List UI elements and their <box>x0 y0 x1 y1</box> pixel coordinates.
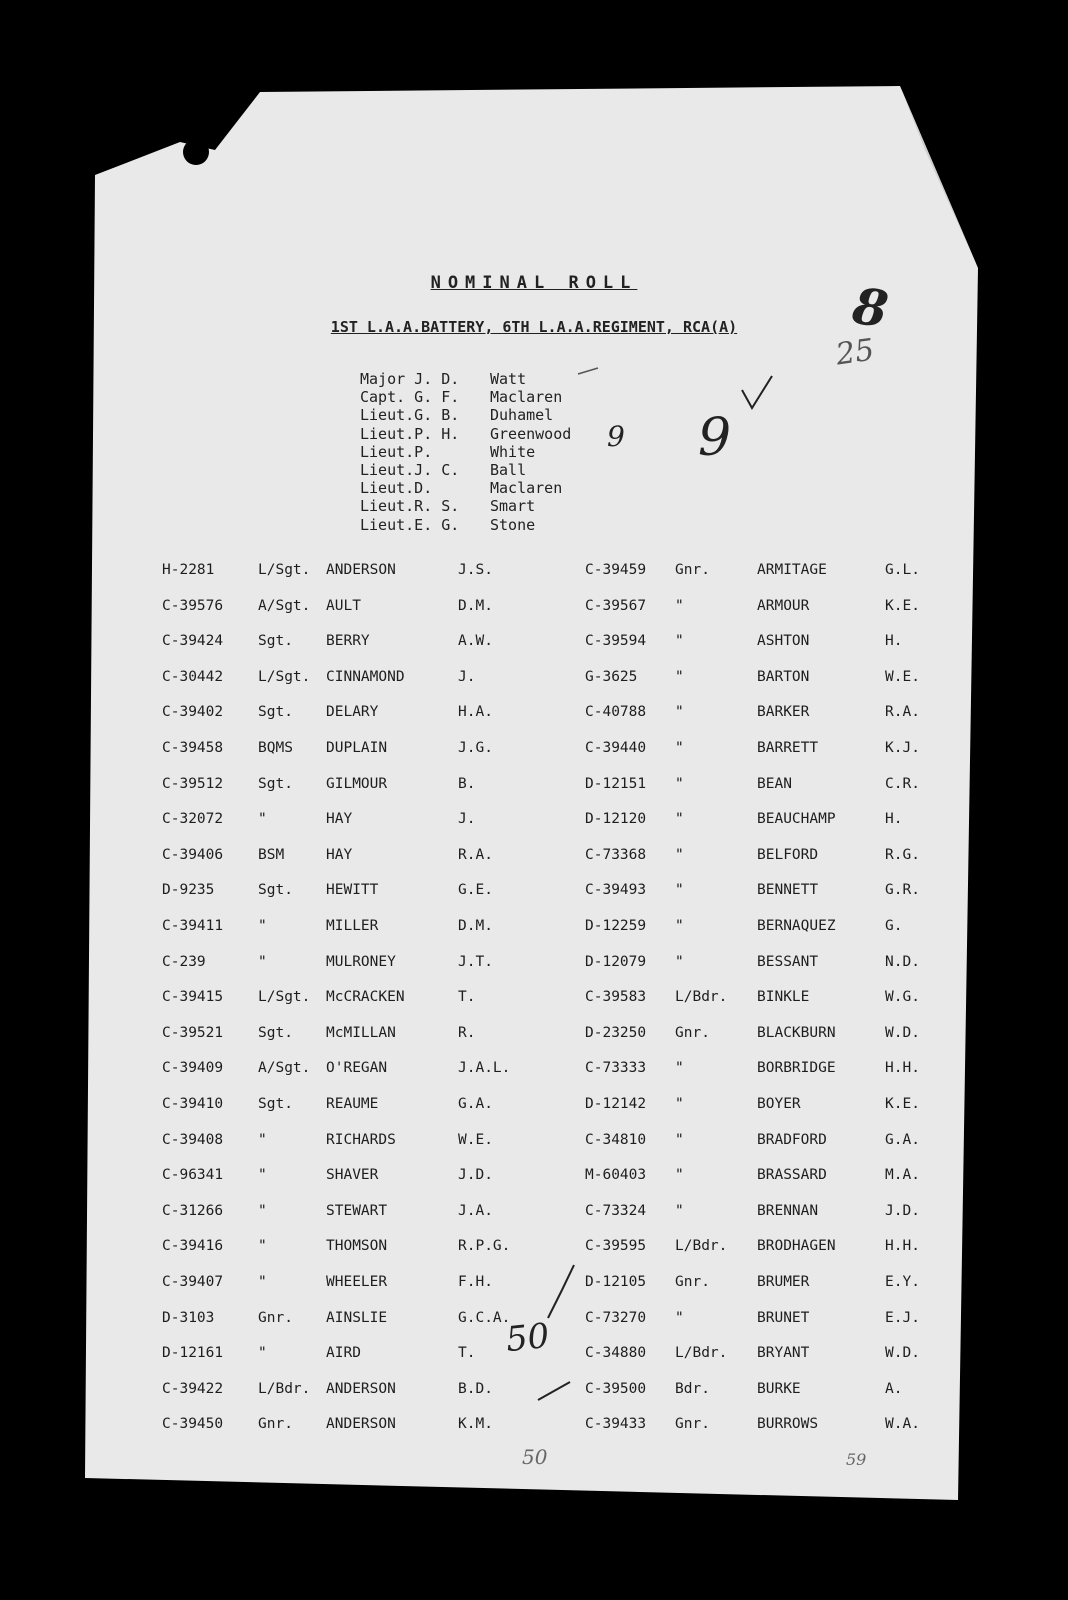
officer-name: Ball <box>490 461 527 479</box>
roll-initials: D.M. <box>458 597 493 614</box>
roll-rank: " <box>258 1238 267 1255</box>
roll-rank: " <box>258 1274 267 1290</box>
roll-initials: F.H. <box>458 1274 493 1290</box>
roll-initials: J. <box>458 811 476 828</box>
roll-rank: Sgt. <box>258 633 293 650</box>
roll-num: C-39512 <box>162 775 224 792</box>
roll-surname: AINSLIE <box>326 1309 388 1326</box>
roll-surname: HEWITT <box>326 882 379 899</box>
roll-initials: W.D. <box>885 1345 920 1362</box>
roll-num: C-31266 <box>162 1202 224 1219</box>
roll-rank: " <box>675 597 684 614</box>
roll-rank: L/Bdr. <box>675 1238 728 1255</box>
roll-rank: " <box>675 740 684 756</box>
roll-rank: A/Sgt. <box>258 597 311 614</box>
roll-surname: DUPLAIN <box>326 740 388 756</box>
officer-rank: Lieut.G. B. <box>360 406 460 425</box>
roll-rank: Sgt. <box>258 1096 293 1112</box>
officer-rank: Lieut.R. S. <box>360 497 460 516</box>
roll-initials: W.E. <box>885 668 920 685</box>
roll-rank: " <box>675 1309 684 1326</box>
roll-rank: " <box>675 1202 684 1219</box>
roll-surname: BURROWS <box>757 1416 819 1433</box>
roll-rank: " <box>675 633 684 650</box>
roll-surname: BARRETT <box>757 740 819 756</box>
roll-initials: J.T. <box>458 953 493 970</box>
roll-num: D-23250 <box>585 1024 647 1041</box>
roll-initials: J.S. <box>458 562 493 578</box>
roll-surname: RICHARDS <box>326 1131 396 1148</box>
roll-num: D-3103 <box>162 1309 215 1326</box>
roll-surname: HAY <box>326 811 353 828</box>
page-title: NOMINAL ROLL <box>430 273 638 293</box>
roll-rank: Sgt. <box>258 775 293 792</box>
roll-surname: BEAUCHAMP <box>757 811 836 828</box>
roll-num: C-39415 <box>162 989 224 1006</box>
roll-initials: G.A. <box>885 1131 920 1148</box>
roll-initials: J. <box>458 668 476 685</box>
roll-num: C-39408 <box>162 1131 224 1148</box>
roll-surname: GILMOUR <box>326 775 388 792</box>
officer-name: White <box>490 442 536 461</box>
roll-initials: C.R. <box>885 775 920 792</box>
officer-rank: Lieut.P. <box>360 442 433 461</box>
roll-num: G-3625 <box>585 668 638 685</box>
roll-initials: J.D. <box>885 1202 920 1219</box>
roll-num: C-39521 <box>162 1024 224 1041</box>
roll-rank: " <box>675 811 684 828</box>
roll-rank: L/Bdr. <box>258 1380 311 1397</box>
roll-num: D-12259 <box>585 918 647 934</box>
roll-initials: G.C.A. <box>458 1309 511 1326</box>
roll-num: C-96341 <box>162 1167 224 1184</box>
roll-rank: " <box>675 846 684 863</box>
page-subtitle: 1ST L.A.A.BATTERY, 6TH L.A.A.REGIMENT, RCA(A) <box>330 318 738 336</box>
roll-surname: BESSANT <box>757 953 819 970</box>
roll-surname: ASHTON <box>757 633 810 650</box>
roll-initials: G.R. <box>885 882 920 899</box>
roll-initials: R.A. <box>885 704 920 721</box>
handwritten-mid-count: 50 <box>504 1315 552 1361</box>
roll-rank: Gnr. <box>675 1024 710 1041</box>
roll-rank: BSM <box>258 846 285 863</box>
roll-initials: J.D. <box>458 1167 493 1184</box>
roll-num: D-9235 <box>162 882 215 899</box>
roll-initials: G.E. <box>458 882 493 899</box>
roll-surname: BRUMER <box>757 1274 810 1290</box>
handwritten-officer-count-small: 9 <box>607 420 625 453</box>
roll-surname: SHAVER <box>326 1167 379 1184</box>
roll-surname: ANDERSON <box>326 1416 396 1433</box>
roll-initials: K.E. <box>885 597 920 614</box>
roll-surname: BELFORD <box>757 846 819 863</box>
roll-num: C-39594 <box>585 633 647 650</box>
roll-surname: THOMSON <box>326 1238 388 1255</box>
roll-num: C-39410 <box>162 1096 224 1112</box>
handwritten-bottom-left: 50 <box>522 1445 548 1469</box>
roll-surname: O'REGAN <box>326 1060 388 1077</box>
roll-surname: BENNETT <box>757 882 819 899</box>
roll-initials: K.E. <box>885 1096 920 1112</box>
roll-surname: BLACKBURN <box>757 1024 836 1041</box>
roll-surname: WHEELER <box>326 1274 388 1290</box>
handwritten-officer-count: 9 <box>698 408 732 468</box>
roll-rank: L/Bdr. <box>675 989 728 1006</box>
roll-num: C-73333 <box>585 1060 647 1077</box>
roll-num: C-39459 <box>585 562 647 578</box>
roll-surname: BRENNAN <box>757 1202 819 1219</box>
roll-num: C-39402 <box>162 704 224 721</box>
roll-surname: ANDERSON <box>326 1380 396 1397</box>
roll-num: C-39440 <box>585 740 647 756</box>
roll-surname: BURKE <box>757 1380 801 1397</box>
roll-surname: MILLER <box>326 918 379 934</box>
roll-surname: STEWART <box>326 1202 388 1219</box>
slash-mark <box>538 1382 570 1400</box>
roll-initials: G.L. <box>885 562 920 578</box>
roll-rank: " <box>675 1167 684 1184</box>
roll-initials: J.G. <box>458 740 493 756</box>
roll-surname: CINNAMOND <box>326 668 405 685</box>
officer-name: Duhamel <box>490 406 554 425</box>
roll-initials: D.M. <box>458 918 493 934</box>
officer-rank: Lieut.J. C. <box>360 461 460 479</box>
roll-rank: " <box>675 775 684 792</box>
roll-num: C-39493 <box>585 882 647 899</box>
roll-initials: N.D. <box>885 953 920 970</box>
roll-surname: BOYER <box>757 1096 801 1112</box>
roll-surname: HAY <box>326 846 353 863</box>
roll-initials: R.G. <box>885 846 920 863</box>
check-mark-mid <box>548 1265 574 1318</box>
roll-initials: H.H. <box>885 1060 920 1077</box>
roll-initials: E.J. <box>885 1309 920 1326</box>
roll-surname: MULRONEY <box>326 953 396 970</box>
roll-rank: " <box>675 1096 684 1112</box>
roll-rank: Gnr. <box>675 1416 710 1433</box>
officer-name: Smart <box>490 497 536 516</box>
roll-num: D-12105 <box>585 1274 647 1290</box>
roll-initials: T. <box>458 1345 476 1362</box>
roll-rank: L/Sgt. <box>258 989 311 1006</box>
roll-initials: B. <box>458 775 476 792</box>
roll-num: C-39433 <box>585 1416 647 1433</box>
roll-initials: W.D. <box>885 1024 920 1041</box>
roll-num: H-2281 <box>162 562 215 578</box>
roll-surname: BERNAQUEZ <box>757 918 836 934</box>
roll-surname: BRODHAGEN <box>757 1238 836 1255</box>
roll-initials: M.A. <box>885 1167 920 1184</box>
roll-surname: ARMOUR <box>757 597 810 614</box>
roll-num: C-32072 <box>162 811 224 828</box>
roll-initials: H.A. <box>458 704 493 721</box>
roll-rank: " <box>675 882 684 899</box>
roll-initials: B.D. <box>458 1380 493 1397</box>
roll-surname: BERRY <box>326 633 370 650</box>
roll-rank: Gnr. <box>258 1416 293 1433</box>
roll-surname: BINKLE <box>757 989 810 1006</box>
roll-rank: Gnr. <box>258 1309 293 1326</box>
roll-initials: J.A. <box>458 1202 493 1219</box>
roll-num: C-239 <box>162 953 206 970</box>
roll-num: C-39583 <box>585 989 647 1006</box>
roll-initials: A.W. <box>458 633 493 650</box>
roll-num: C-39416 <box>162 1238 224 1255</box>
roll-initials: W.E. <box>458 1131 493 1148</box>
roll-rank: " <box>258 1167 267 1184</box>
roll-surname: ANDERSON <box>326 562 396 578</box>
roll-initials: E.Y. <box>885 1274 920 1290</box>
roll-surname: BORBRIDGE <box>757 1060 836 1077</box>
roll-rank: Sgt. <box>258 1024 293 1041</box>
officer-name: Maclaren <box>490 388 563 407</box>
roll-num: C-73324 <box>585 1202 647 1219</box>
officer-name: Greenwood <box>490 424 572 443</box>
roll-initials: W.G. <box>885 989 920 1006</box>
roll-rank: A/Sgt. <box>258 1060 311 1077</box>
roll-num: C-39450 <box>162 1416 224 1433</box>
roll-surname: BRYANT <box>757 1345 810 1362</box>
roll-surname: AULT <box>326 597 361 614</box>
roll-num: D-12142 <box>585 1096 647 1112</box>
roll-rank: Bdr. <box>675 1380 710 1397</box>
roll-rank: " <box>675 668 684 685</box>
officer-name: Watt <box>490 370 527 388</box>
roll-rank: " <box>258 953 267 970</box>
roll-rank: L/Sgt. <box>258 562 311 578</box>
roll-num: C-39567 <box>585 597 647 614</box>
roll-num: M-60403 <box>585 1167 647 1184</box>
roll-surname: AIRD <box>326 1345 361 1362</box>
officer-name: Stone <box>490 515 536 534</box>
officer-rank: Capt. G. F. <box>360 388 460 407</box>
roll-surname: BARTON <box>757 668 810 685</box>
officer-rank: Major J. D. <box>360 370 460 388</box>
roll-rank: " <box>675 918 684 934</box>
roll-rank: " <box>675 704 684 721</box>
roll-num: D-12120 <box>585 811 647 828</box>
roll-initials: H. <box>885 811 903 828</box>
roll-surname: McCRACKEN <box>326 989 405 1006</box>
roll-num: C-39407 <box>162 1274 224 1290</box>
roll-initials: T. <box>458 989 476 1006</box>
roll-initials: W.A. <box>885 1416 920 1433</box>
roll-num: C-39409 <box>162 1060 224 1077</box>
roll-num: C-39500 <box>585 1380 647 1397</box>
officer-name: Maclaren <box>490 479 563 498</box>
roll-num: C-30442 <box>162 668 224 685</box>
roll-initials: R.A. <box>458 846 493 863</box>
roll-rank: " <box>258 811 267 828</box>
roll-rank: Gnr. <box>675 1274 710 1290</box>
roll-num: C-39595 <box>585 1238 647 1255</box>
roll-surname: BRASSARD <box>757 1167 827 1184</box>
roll-num: C-34810 <box>585 1131 647 1148</box>
roll-num: C-39406 <box>162 846 224 863</box>
roll-num: C-39576 <box>162 597 224 614</box>
officer-rank: Lieut.E. G. <box>360 515 460 534</box>
roll-num: C-40788 <box>585 704 647 721</box>
roll-num: D-12151 <box>585 775 647 792</box>
roll-rank: " <box>258 1131 267 1148</box>
roll-rank: " <box>258 1202 267 1219</box>
roll-num: C-73270 <box>585 1309 647 1326</box>
roll-rank: Gnr. <box>675 562 710 578</box>
officer-rank: Lieut.D. <box>360 479 433 498</box>
roll-surname: McMILLAN <box>326 1024 396 1041</box>
roll-initials: K.J. <box>885 740 920 756</box>
roll-initials: J.A.L. <box>458 1060 511 1077</box>
handwritten-count-top: 25 <box>833 332 877 373</box>
tick-mark <box>578 368 598 374</box>
roll-surname: ARMITAGE <box>757 562 827 578</box>
roll-initials: H.H. <box>885 1238 920 1255</box>
roll-initials: A. <box>885 1380 903 1397</box>
roll-rank: " <box>258 918 267 934</box>
roll-num: C-39424 <box>162 633 224 650</box>
roll-surname: BRADFORD <box>757 1131 827 1148</box>
roll-num: D-12079 <box>585 953 647 970</box>
roll-surname: BARKER <box>757 704 810 721</box>
roll-initials: R.P.G. <box>458 1238 511 1255</box>
roll-num: C-73368 <box>585 846 647 863</box>
roll-surname: REAUME <box>326 1096 379 1112</box>
roll-rank: L/Sgt. <box>258 668 311 685</box>
roll-num: C-39411 <box>162 918 224 934</box>
roll-initials: R. <box>458 1024 476 1041</box>
roll-rank: " <box>258 1345 267 1362</box>
roll-rank: BQMS <box>258 740 293 756</box>
roll-num: C-34880 <box>585 1345 647 1362</box>
roll-num: D-12161 <box>162 1345 224 1362</box>
roll-rank: Sgt. <box>258 704 293 721</box>
roll-initials: G.A. <box>458 1096 493 1112</box>
handwritten-bottom-right: 59 <box>846 1450 867 1469</box>
roll-surname: BEAN <box>757 775 792 792</box>
roll-num: C-39458 <box>162 740 224 756</box>
officer-rank: Lieut.P. H. <box>360 424 460 443</box>
roll-num: C-39422 <box>162 1380 224 1397</box>
roll-initials: G. <box>885 918 903 934</box>
roll-initials: K.M. <box>458 1416 493 1433</box>
roll-rank: Sgt. <box>258 882 293 899</box>
handwritten-page-number: 8 <box>849 275 892 340</box>
roll-initials: H. <box>885 633 903 650</box>
roll-rank: " <box>675 1131 684 1148</box>
roll-surname: DELARY <box>326 704 379 721</box>
roll-surname: BRUNET <box>757 1309 810 1326</box>
roll-rank: L/Bdr. <box>675 1345 728 1362</box>
roll-rank: " <box>675 1060 684 1077</box>
check-mark-officers <box>742 376 772 408</box>
roll-rank: " <box>675 953 684 970</box>
